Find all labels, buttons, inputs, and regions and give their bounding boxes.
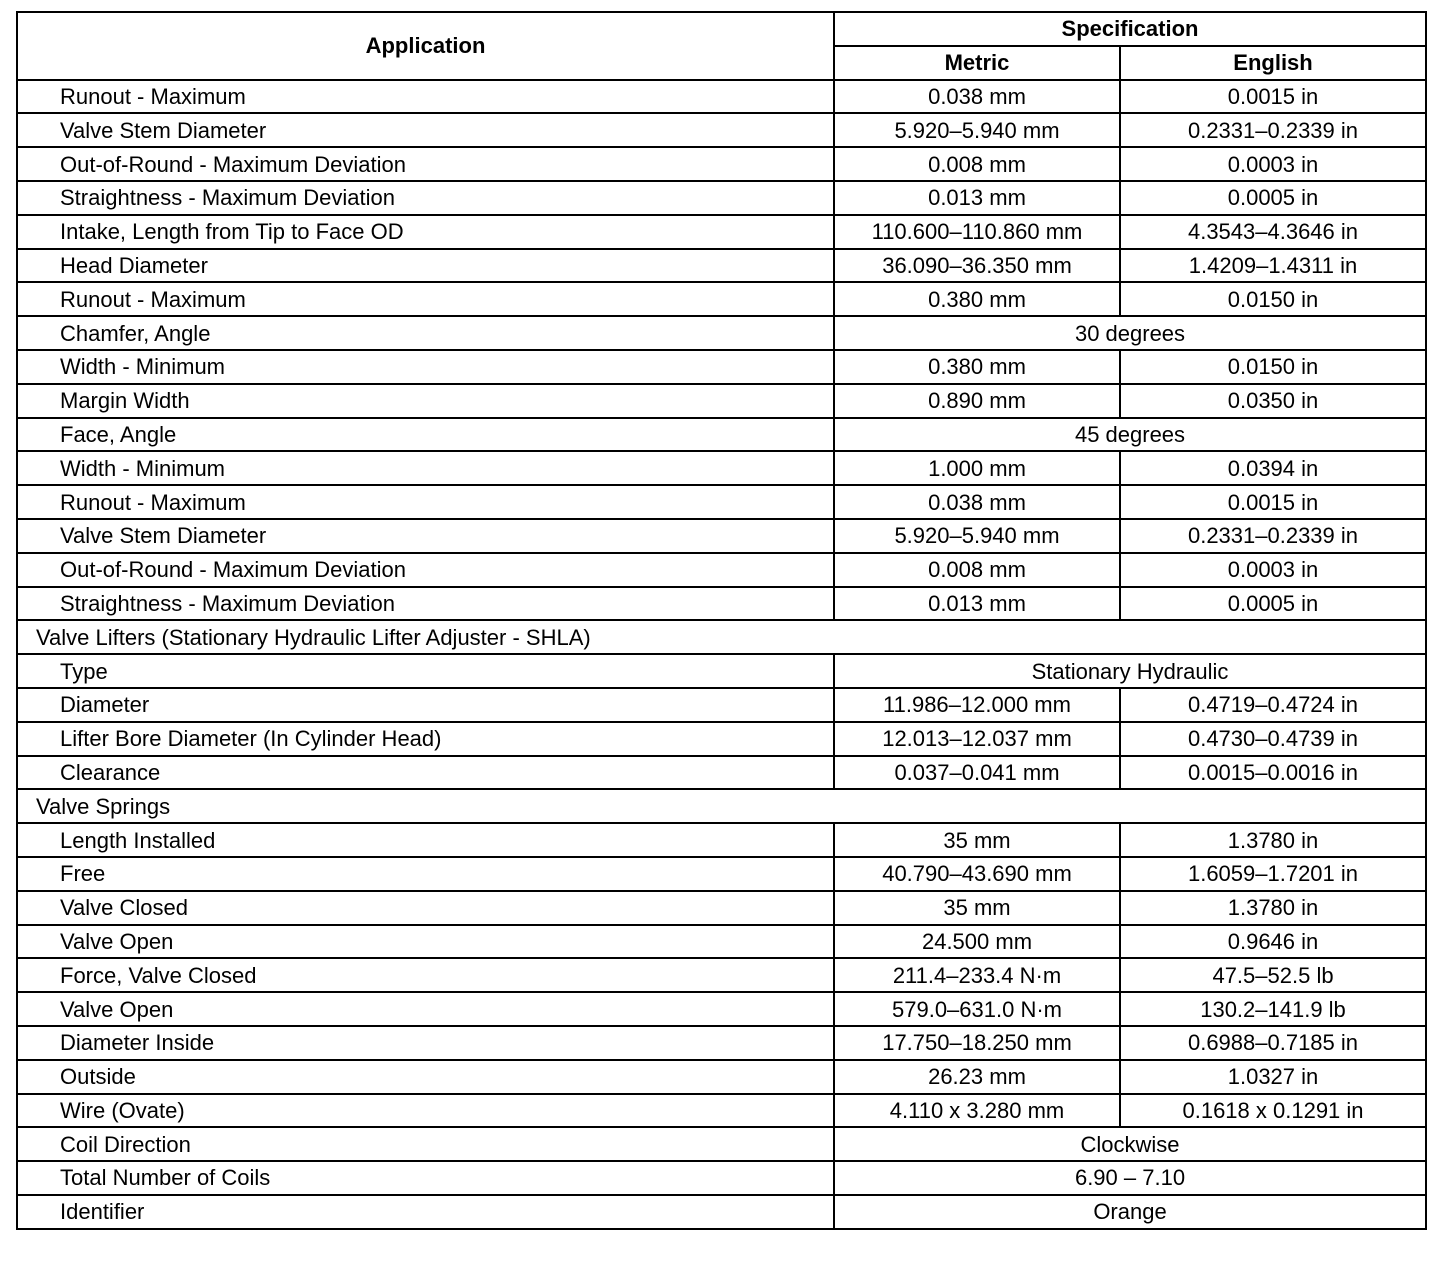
english-cell: 0.4730–0.4739 in (1120, 722, 1426, 756)
metric-cell: 0.890 mm (834, 384, 1120, 418)
english-cell: 0.4719–0.4724 in (1120, 688, 1426, 722)
application-cell: Width - Minimum (17, 350, 834, 384)
application-cell: Coil Direction (17, 1127, 834, 1161)
table-row (17, 553, 1426, 587)
section-row (17, 789, 1426, 823)
table-row (17, 1195, 1426, 1229)
english-cell: 4.3543–4.3646 in (1120, 215, 1426, 249)
table-row (17, 891, 1426, 925)
specification-cell: 6.90 – 7.10 (834, 1161, 1426, 1195)
application-cell: Out-of-Round - Maximum Deviation (17, 553, 834, 587)
table-body (17, 80, 1426, 1229)
table-row (17, 80, 1426, 114)
metric-cell: 0.008 mm (834, 147, 1120, 181)
english-cell: 0.0350 in (1120, 384, 1426, 418)
metric-cell: 110.600–110.860 mm (834, 215, 1120, 249)
table-row (17, 823, 1426, 857)
metric-cell: 24.500 mm (834, 925, 1120, 959)
english-cell: 0.0150 in (1120, 350, 1426, 384)
specification-cell: 45 degrees (834, 418, 1426, 452)
english-cell: 0.0003 in (1120, 553, 1426, 587)
table-row (17, 147, 1426, 181)
table-row (17, 249, 1426, 283)
table-row (17, 925, 1426, 959)
metric-cell: 0.038 mm (834, 485, 1120, 519)
english-cell: 0.0015 in (1120, 80, 1426, 114)
table-header (17, 12, 1426, 80)
metric-cell: 26.23 mm (834, 1060, 1120, 1094)
table-row (17, 958, 1426, 992)
english-cell: 0.0005 in (1120, 587, 1426, 621)
application-cell: Valve Open (17, 925, 834, 959)
application-cell: Force, Valve Closed (17, 958, 834, 992)
header-metric: Metric (834, 46, 1120, 80)
table-row (17, 1094, 1426, 1128)
metric-cell: 5.920–5.940 mm (834, 113, 1120, 147)
table-row (17, 113, 1426, 147)
application-cell: Clearance (17, 756, 834, 790)
english-cell: 0.0015–0.0016 in (1120, 756, 1426, 790)
metric-cell: 35 mm (834, 891, 1120, 925)
header-specification: Specification (834, 12, 1426, 46)
application-cell: Free (17, 857, 834, 891)
metric-cell: 4.110 x 3.280 mm (834, 1094, 1120, 1128)
metric-cell: 12.013–12.037 mm (834, 722, 1120, 756)
application-cell: Straightness - Maximum Deviation (17, 181, 834, 215)
metric-cell: 35 mm (834, 823, 1120, 857)
header-english: English (1120, 46, 1426, 80)
application-cell: Valve Closed (17, 891, 834, 925)
table-row (17, 1026, 1426, 1060)
application-cell: Wire (Ovate) (17, 1094, 834, 1128)
english-cell: 0.0394 in (1120, 451, 1426, 485)
english-cell: 1.3780 in (1120, 891, 1426, 925)
application-cell: Diameter Inside (17, 1026, 834, 1060)
application-cell: Runout - Maximum (17, 80, 834, 114)
english-cell: 0.0003 in (1120, 147, 1426, 181)
application-cell: Outside (17, 1060, 834, 1094)
application-cell: Head Diameter (17, 249, 834, 283)
application-cell: Straightness - Maximum Deviation (17, 587, 834, 621)
spec-table (16, 11, 1427, 1230)
metric-cell: 0.013 mm (834, 587, 1120, 621)
specification-cell: 30 degrees (834, 316, 1426, 350)
english-cell: 1.4209–1.4311 in (1120, 249, 1426, 283)
metric-cell: 17.750–18.250 mm (834, 1026, 1120, 1060)
table-row (17, 316, 1426, 350)
header-row-top (17, 12, 1426, 46)
specification-cell: Clockwise (834, 1127, 1426, 1161)
metric-cell: 40.790–43.690 mm (834, 857, 1120, 891)
application-cell: Valve Stem Diameter (17, 113, 834, 147)
english-cell: 0.2331–0.2339 in (1120, 113, 1426, 147)
english-cell: 0.6988–0.7185 in (1120, 1026, 1426, 1060)
metric-cell: 0.008 mm (834, 553, 1120, 587)
header-application: Application (17, 12, 834, 80)
english-cell: 0.0015 in (1120, 485, 1426, 519)
english-cell: 0.1618 x 0.1291 in (1120, 1094, 1426, 1128)
english-cell: 0.2331–0.2339 in (1120, 519, 1426, 553)
application-cell: Type (17, 654, 834, 688)
specification-cell: Stationary Hydraulic (834, 654, 1426, 688)
section-label: Valve Springs (17, 789, 1426, 823)
table-row (17, 992, 1426, 1026)
table-row (17, 282, 1426, 316)
english-cell: 0.9646 in (1120, 925, 1426, 959)
specification-cell: Orange (834, 1195, 1426, 1229)
section-label: Valve Lifters (Stationary Hydraulic Lifter Adjuster - SHLA) (17, 620, 1426, 654)
table-row (17, 654, 1426, 688)
application-cell: Intake, Length from Tip to Face OD (17, 215, 834, 249)
table-row (17, 722, 1426, 756)
metric-cell: 579.0–631.0 N·m (834, 992, 1120, 1026)
table-row (17, 1060, 1426, 1094)
english-cell: 1.0327 in (1120, 1060, 1426, 1094)
table-row (17, 1161, 1426, 1195)
application-cell: Identifier (17, 1195, 834, 1229)
application-cell: Valve Stem Diameter (17, 519, 834, 553)
table-row (17, 485, 1426, 519)
table-row (17, 857, 1426, 891)
application-cell: Runout - Maximum (17, 485, 834, 519)
table-row (17, 451, 1426, 485)
english-cell: 0.0150 in (1120, 282, 1426, 316)
metric-cell: 1.000 mm (834, 451, 1120, 485)
application-cell: Diameter (17, 688, 834, 722)
metric-cell: 211.4–233.4 N·m (834, 958, 1120, 992)
metric-cell: 0.380 mm (834, 282, 1120, 316)
application-cell: Out-of-Round - Maximum Deviation (17, 147, 834, 181)
english-cell: 47.5–52.5 lb (1120, 958, 1426, 992)
application-cell: Face, Angle (17, 418, 834, 452)
section-row (17, 620, 1426, 654)
metric-cell: 0.380 mm (834, 350, 1120, 384)
english-cell: 1.3780 in (1120, 823, 1426, 857)
table-row (17, 418, 1426, 452)
table-row (17, 384, 1426, 418)
english-cell: 0.0005 in (1120, 181, 1426, 215)
metric-cell: 36.090–36.350 mm (834, 249, 1120, 283)
application-cell: Runout - Maximum (17, 282, 834, 316)
table-row (17, 350, 1426, 384)
english-cell: 130.2–141.9 lb (1120, 992, 1426, 1026)
table-row (17, 756, 1426, 790)
table-row (17, 1127, 1426, 1161)
metric-cell: 5.920–5.940 mm (834, 519, 1120, 553)
application-cell: Chamfer, Angle (17, 316, 834, 350)
metric-cell: 0.038 mm (834, 80, 1120, 114)
metric-cell: 0.013 mm (834, 181, 1120, 215)
table-row (17, 215, 1426, 249)
application-cell: Width - Minimum (17, 451, 834, 485)
table-row (17, 519, 1426, 553)
application-cell: Length Installed (17, 823, 834, 857)
table-row (17, 587, 1426, 621)
table-row (17, 688, 1426, 722)
application-cell: Margin Width (17, 384, 834, 418)
table-row (17, 181, 1426, 215)
english-cell: 1.6059–1.7201 in (1120, 857, 1426, 891)
application-cell: Total Number of Coils (17, 1161, 834, 1195)
application-cell: Lifter Bore Diameter (In Cylinder Head) (17, 722, 834, 756)
application-cell: Valve Open (17, 992, 834, 1026)
metric-cell: 11.986–12.000 mm (834, 688, 1120, 722)
metric-cell: 0.037–0.041 mm (834, 756, 1120, 790)
